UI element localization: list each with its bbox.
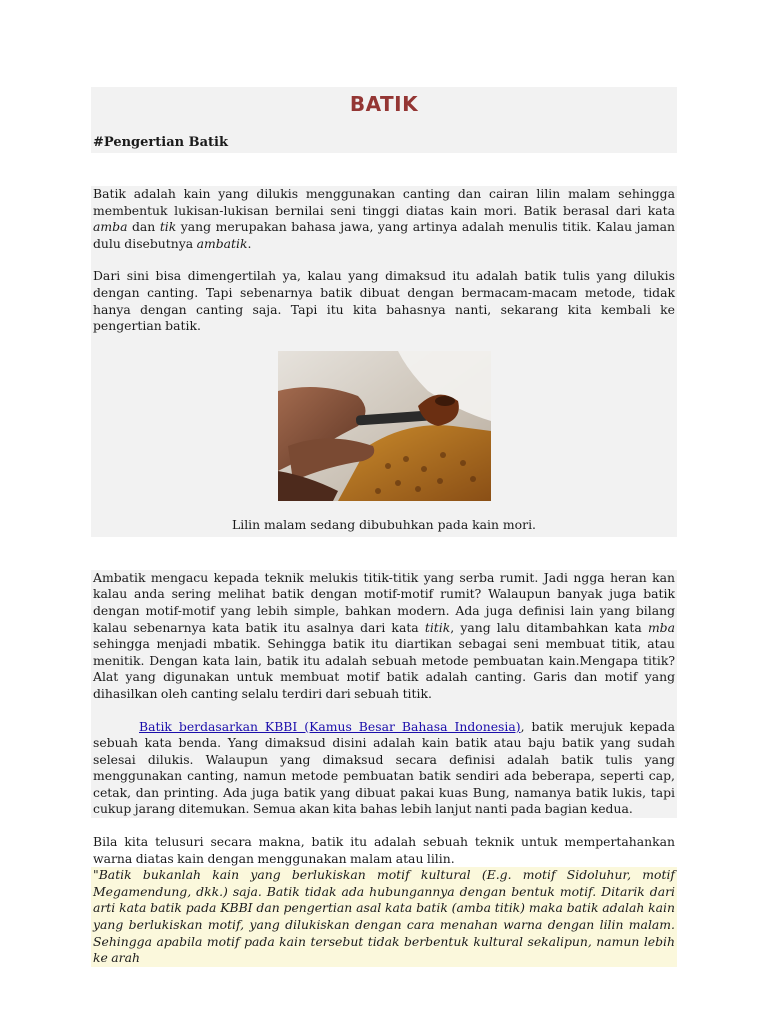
text-run: dan (127, 219, 160, 235)
term-amba: amba (93, 219, 128, 235)
term-tik: tik (159, 219, 177, 235)
term-ambatik: ambatik (196, 235, 248, 251)
batik-canting-photo (278, 351, 491, 501)
text-run: . (247, 235, 252, 251)
kbbi-link[interactable]: Batik berdasarkan KBBI (Kamus Besar Bahasa Indonesia) (139, 718, 521, 734)
text-run: yang merupakan bahasa jawa, yang artinya adalah menulis titik. Kalau jaman dulu disebutnya (93, 219, 675, 251)
document-page (91, 87, 677, 967)
text-run: Batik adalah kain yang dilukis menggunakan canting dan cairan lilin malam sehingga membentuk lukisan-lukisan bernilai seni tinggi diatas kain mori. Batik berasal dari kata (93, 186, 675, 218)
spacer (91, 818, 677, 834)
paragraph-kbbi (91, 719, 677, 819)
ambatik-section (91, 570, 677, 818)
paragraph-makna: Bila kita telusuri secara makna, batik itu adalah sebuah teknik untuk mempertahankan warna diatas kain dengan menggunakan malam atau lilin. (93, 834, 675, 866)
term-titik: titik (424, 619, 451, 635)
text-run: Ambatik mengacu kepada teknik melukis titik-titik yang serba rumit. Jadi ngga heran kan kalau anda sering melihat batik dengan motif-motif rumit? Walaupun banyak juga batik dengan motif-motif yang lebih simple, bahkan modern. Ada juga definisi lain yang bilang kalau sebenarnya kata batik itu asalnya dari kata (93, 569, 675, 635)
figure (91, 335, 677, 537)
spacer (91, 153, 677, 186)
text-run: , batik merujuk kepada sebuah kata benda. Yang dimaksud disini adalah kain batik atau baju batik yang sudah selesai dilukis. Walaupun yang dimaksud secara definisi adalah batik tulis yang menggunakan canting, namun metode pembuatan batik sendiri ada beberapa, seperti cap, cetak, dan printing. Ada juga batik yang dibuat pakai kuas Bung, namanya batik lukis, tapi cukup jarang ditemukan. Semua akan kita bahas lebih lanjut nanti pada bagian kedua. (93, 718, 675, 817)
spacer (91, 537, 677, 570)
spacer (91, 252, 677, 268)
quote-block: "Batik bukanlah kain yang berlukiskan motif kultural (E.g. motif Sidoluhur, motif Megamendung, dkk.) saja. Batik tidak ada hubungannya dengan bentuk motif. Ditarik dari arti kata batik pada KBBI dan pengertian asal kata batik (amba titik) maka batik adalah kain yang berlukiskan motif, yang dilukiskan dengan cara menahan warna dengan lilin malam. Sehingga apabila motif pada kain tersebut tidak berbentuk kultural sekalipun, namun lebih ke arah (93, 867, 675, 966)
paragraph-ambatik (91, 570, 677, 703)
page-title: BATIK (349, 92, 419, 116)
title-block (91, 87, 677, 153)
photo-illustration (278, 351, 491, 501)
intro-section (91, 186, 677, 537)
text-run: sehingga menjadi mbatik. Sehingga batik itu diartikan sebagai seni membuat titik, atau menitik. Dengan kata lain, batik itu adalah sebuah metode pembuatan kain.Mengapa titik? Alat yang digunakan untuk membuat motif batik adalah canting. Garis dan motif yang dihasilkan oleh canting selalu terdiri dari sebuah titik. (93, 636, 675, 701)
figure-caption: Lilin malam sedang dibubuhkan pada kain mori. (232, 516, 536, 532)
term-mba: mba (647, 619, 676, 635)
paragraph-definition (91, 186, 677, 252)
paragraph-canting: Dari sini bisa dimengertilah ya, kalau yang dimaksud itu adalah batik tulis yang dilukis dengan canting. Tapi sebenarnya batik dibuat dengan bermacam-macam metode, tidak hanya dengan canting saja. Tapi itu kita bahasnya nanti, sekarang kita kembali ke pengertian batik. (93, 268, 675, 334)
section-heading: #Pengertian Batik (93, 135, 228, 150)
text-run: , yang lalu ditambahkan kata (450, 619, 648, 635)
spacer (91, 703, 677, 719)
